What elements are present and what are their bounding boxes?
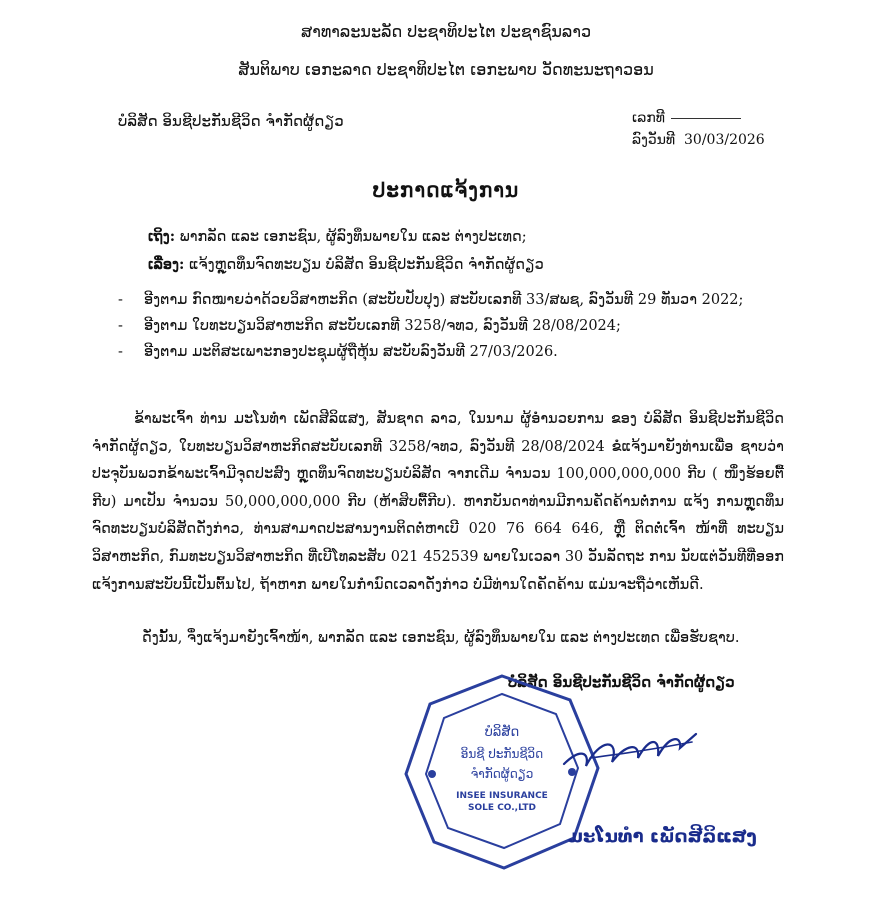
handwritten-signature	[560, 708, 700, 788]
stamp-text-1: ບໍລິສັດ	[484, 725, 520, 740]
signer-name: ມະໂນທຳ ເພັດສີລິແສງ	[568, 826, 757, 847]
body-paragraph: ຂ້າພະເຈົ້າ ທ່ານ ມະໂນທຳ ເພັດສີລິແສງ, ສັນຊາດ ລາວ, ໃນນາມ ຜູ້ອຳນວຍການ ຂອງ ບໍລິສັດ ອິນຊີປະກັນຊີວິດ ຈຳກັດຜູ້ດຽວ, ໃບທະບຽນວິສາຫະກິດສະບັບເລກທີ 3258/ຈທວ, ລົງວັນທີ 28/08/2024 ຂໍແຈ້ງມາຍັງທ່ານເພື່ອ ຊາບວ່າ ປະຈຸບັນພວກຂ້າພະເຈົ້າມີຈຸດປະສົງ ຫຼຸດທຶນຈົດທະບຽນບໍລິສັດ ຈາກເດີມ ຈຳນວນ 100,000,000,000 ກີບ ( ໜຶ່ງຮ້ອຍຕື້ກີບ) ມາເປັນ ຈຳນວນ 50,000,000,000 ກີບ (ຫ້າສິບຕື້ກີບ). ຫາກບັນດາທ່ານມີການຄັດຄ້ານຕໍ່ການ ແຈ້ງ ການຫຼຸດທຶນຈົດທະບຽນບໍລິສັດດັ່ງກ່າວ, ທ່ານສາມາດປະສານງານຕິດຕໍ່ຫາເບີ 020 76 664 646, ຫຼື ຕິດຕໍ່ເຈົ້າ ໜ້າທີ່ ທະບຽນວິສາຫະກິດ, ກົມທະບຽນວິສາຫະກິດ ທີ່ເບີໂທລະສັບ 021 452539 ພາຍໃນເວລາ 30 ວັນລັດຖະ ການ ນັບແຕ່ວັນທີທີ່ອອກແຈ້ງການສະບັບນີ້ເປັນຕົ້ນໄປ, ຖ້າຫາກ ພາຍໃນກຳນົດເວລາດັ່ງກ່າວ ບໍ່ມີທ່ານໃດຄັດຄ້ານ ແມ່ນຈະຖືວ່າເຫັນດີ.	[92, 411, 784, 593]
country-header: ສາທາລະນະລັດ ປະຊາທິປະໄຕ ປະຊາຊົນລາວ	[300, 22, 592, 41]
date-label: ລົງວັນທີ	[632, 132, 676, 148]
recipient-label: ເຖິງ:	[148, 228, 176, 245]
reference-number	[632, 110, 741, 126]
stamp-text-2: ອິນຊີ ປະກັນຊີວິດ	[460, 747, 544, 761]
document-date	[632, 132, 765, 148]
reference-label: ເລກທີ	[632, 110, 665, 126]
reference-blank	[671, 118, 741, 119]
recipient-text: ພາກລັດ ແລະ ເອກະຊົນ, ຜູ້ລົງທຶນພາຍໃນ ແລະ ຕ່າງປະເທດ;	[179, 229, 527, 245]
list-item: - ອີງຕາມ ມະຕິສະເພາະກອງປະຊຸມຜູ້ຖືຫຸ້ນ ສະບັບລົງວັນທີ 27/03/2026.	[118, 344, 558, 360]
country-motto: ສັນຕິພາບ ເອກະລາດ ປະຊາທິປະໄຕ ເອກະພາບ ວັດທະນະຖາວອນ	[238, 60, 654, 79]
date-value: 30/03/2026	[684, 132, 765, 148]
stamp-text-4: INSEE INSURANCE	[456, 791, 548, 801]
subject-line	[148, 256, 544, 273]
signature-company: ບໍລິສັດ ອິນຊີປະກັນຊີວິດ ຈຳກັດຜູ້ດຽວ	[508, 673, 735, 691]
document-title: ປະກາດແຈ້ງການ	[372, 178, 520, 202]
stamp-text-5: SOLE CO.,LTD	[468, 803, 536, 813]
company-name-header: ບໍລິສັດ ອິນຊີປະກັນຊີວິດ ຈຳກັດຜູ້ດຽວ	[118, 112, 344, 130]
subject-text: ແຈ້ງຫຼຸດທຶນຈົດທະບຽນ ບໍລິສັດ ອິນຊີປະກັນຊີວິດ ຈຳກັດຜູ້ດຽວ	[189, 257, 544, 273]
reference-list	[118, 292, 798, 370]
recipient-line	[148, 228, 527, 245]
subject-label: ເລື່ອງ:	[148, 256, 185, 273]
closing-line: ດັ່ງນັ້ນ, ຈຶ່ງແຈ້ງມາຍັງເຈົ້າໜ້າ, ພາກລັດ ແລະ ເອກະຊົນ, ຜູ້ລົງທຶນພາຍໃນ ແລະ ຕ່າງປະເທດ ເພື່ອຮັບຊາບ.	[142, 630, 740, 646]
stamp-text-3: ຈຳກັດຜູ້ດຽວ	[470, 767, 534, 781]
list-item: - ອີງຕາມ ໃບທະບຽນວິສາຫະກິດ ສະບັບເລກທີ 3258/ຈທວ, ລົງວັນທີ 28/08/2024;	[118, 318, 621, 334]
list-item: - ອີງຕາມ ກົດໝາຍວ່າດ້ວຍວິສາຫະກິດ (ສະບັບປັບປຸງ) ສະບັບເລກທີ 33/ສພຊ, ລົງວັນທີ 29 ທັນວາ 2022;	[118, 292, 744, 308]
